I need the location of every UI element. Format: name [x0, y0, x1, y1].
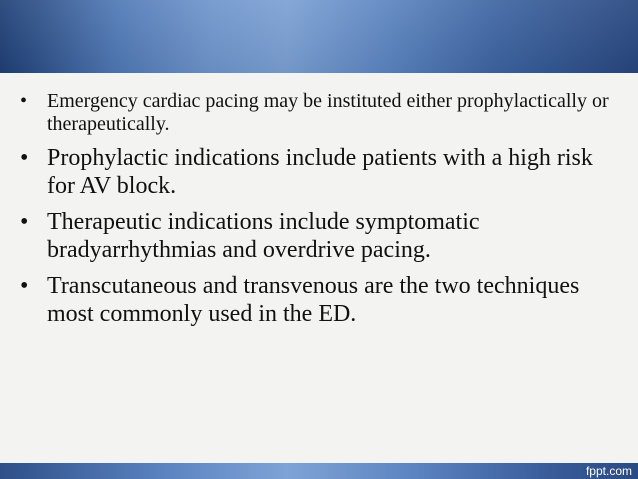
bullet-dot: • [20, 209, 29, 235]
bullet-list [20, 90, 620, 328]
bullet-text: Transcutaneous and transvenous are the two techniques most commonly used in the ED. [47, 273, 580, 327]
footer-bar [0, 463, 638, 479]
header-banner [0, 0, 638, 73]
slide-content [20, 90, 620, 336]
bullet-text: Prophylactic indications include patients with a high risk for AV block. [47, 145, 593, 199]
bullet-text: Emergency cardiac pacing may be instituted either prophylactically or therapeutically. [47, 90, 609, 135]
bullet-dot: • [20, 273, 29, 299]
bullet-dot: • [20, 90, 28, 112]
bullet-dot: • [20, 145, 29, 171]
bullet-text: Therapeutic indications include symptomatic bradyarrhythmias and overdrive pacing. [47, 209, 480, 263]
bullet-item [20, 208, 620, 264]
bullet-item [20, 90, 620, 136]
bullet-item [20, 272, 620, 328]
bullet-item [20, 144, 620, 200]
watermark-text: fppt.com [585, 464, 632, 478]
